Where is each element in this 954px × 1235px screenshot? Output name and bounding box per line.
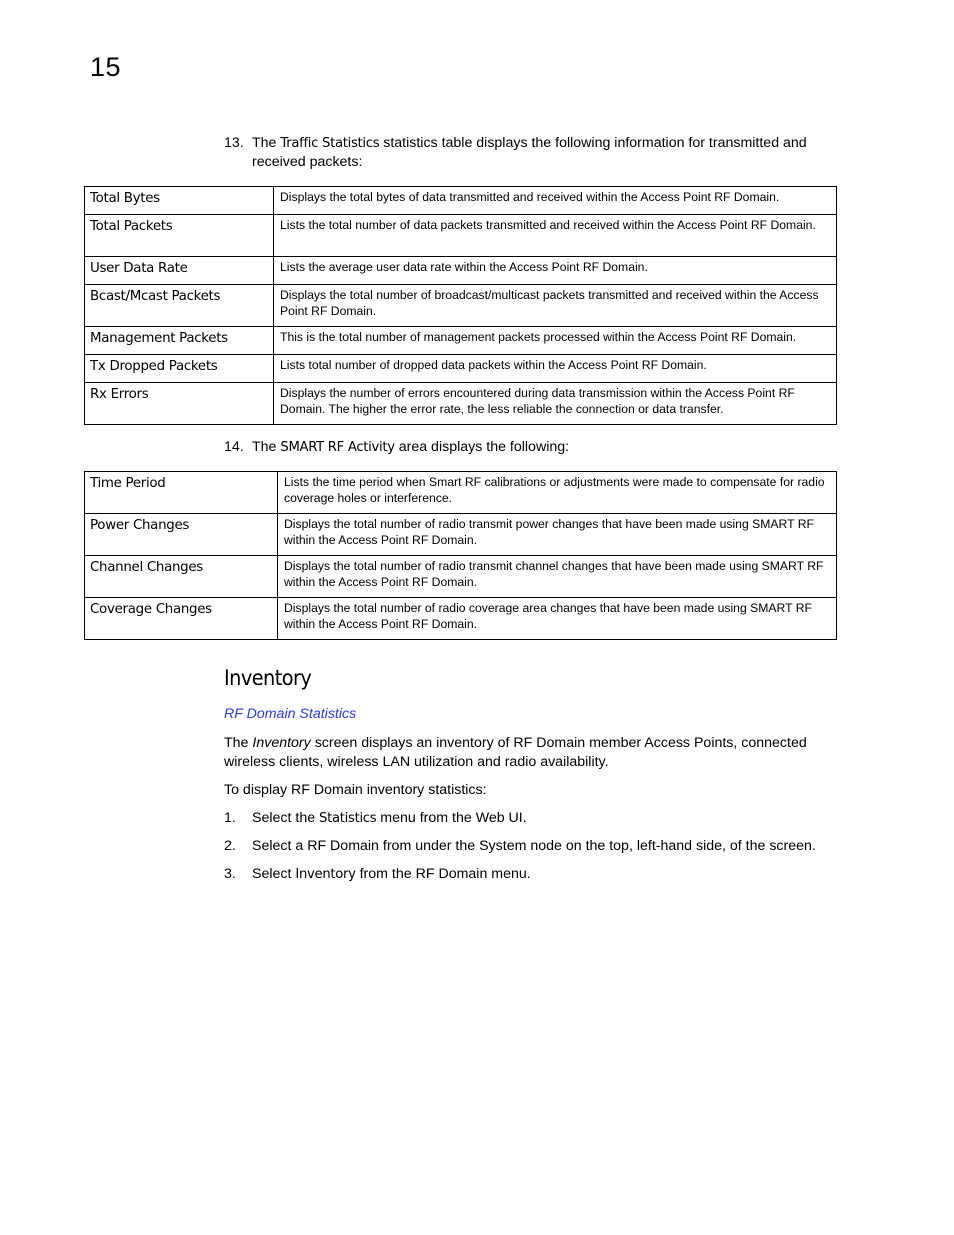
step-text-before: Select (252, 866, 296, 882)
ui-keyword: SMART RF Activity (280, 440, 395, 455)
table-term: Bcast/Mcast Packets (85, 285, 274, 327)
step-text-before: Select the (252, 810, 320, 826)
inventory-step-1 (224, 809, 844, 828)
table-term: Total Packets (85, 215, 274, 257)
step-number: 3. (224, 866, 236, 882)
inventory-step-2 (224, 837, 844, 856)
table-row (85, 327, 837, 355)
table-row (85, 187, 837, 215)
table-description: Lists the time period when Smart RF calibrations or adjustments were made to compensate for radio coverage holes or interference. (278, 472, 837, 514)
table-row (85, 598, 837, 640)
table-row (85, 215, 837, 257)
table-term: Channel Changes (85, 556, 278, 598)
step-number: 14. (224, 439, 244, 455)
table-description: Lists the average user data rate within the Access Point RF Domain. (274, 257, 837, 285)
table-description: This is the total number of management packets processed within the Access Point RF Domain. (274, 327, 837, 355)
table-term: Management Packets (85, 327, 274, 355)
table-term: Coverage Changes (85, 598, 278, 640)
step-text (252, 865, 844, 884)
step-text-after: statistics table displays the following information for transmitted and received packets: (252, 135, 807, 170)
intro-text-after: screen displays an inventory of RF Domain member Access Points, connected wireless clients, wireless LAN utilization and radio availability. (224, 735, 807, 770)
step-text (252, 134, 844, 172)
intro-italic: Inventory (252, 735, 311, 751)
step-text-before: Select a RF Domain from under the System node on the top, left-hand side, of the screen. (252, 838, 816, 854)
table-term: Tx Dropped Packets (85, 355, 274, 383)
ui-keyword: Statistics (319, 811, 377, 826)
table-description: Displays the total number of radio transmit power changes that have been made using SMART RF within the Access Point RF Domain. (278, 514, 837, 556)
table-term: User Data Rate (85, 257, 274, 285)
table-description: Displays the total number of radio transmit channel changes that have been made using SMART RF within the Access Point RF Domain. (278, 556, 837, 598)
traffic-statistics-table (84, 186, 837, 425)
table-row (85, 556, 837, 598)
step-text-after: area displays the following: (394, 439, 570, 455)
table-description: Displays the total number of broadcast/multicast packets transmitted and received within the Access Point RF Domain. (274, 285, 837, 327)
chapter-number: 15 (90, 52, 122, 82)
table-description: Lists the total number of data packets transmitted and received within the Access Point RF Domain. (274, 215, 837, 257)
inventory-step-3 (224, 865, 844, 884)
step-14 (224, 438, 844, 457)
table-term: Power Changes (85, 514, 278, 556)
step-text-before: The (252, 135, 281, 151)
table-row (85, 514, 837, 556)
lead-paragraph: To display RF Domain inventory statistics: (224, 782, 487, 798)
intro-paragraph (224, 734, 844, 772)
step-number: 13. (224, 135, 244, 151)
section-heading: Inventory (224, 666, 312, 690)
step-number: 1. (224, 810, 236, 826)
rf-domain-statistics-link[interactable]: RF Domain Statistics (224, 706, 357, 722)
ui-keyword: Inventory (295, 867, 356, 882)
table-term: Rx Errors (85, 383, 274, 425)
table-row (85, 383, 837, 425)
smart-rf-activity-table (84, 471, 837, 640)
table-row (85, 472, 837, 514)
intro-text-before: The (224, 735, 253, 751)
table-description: Displays the number of errors encountered during data transmission within the Access Point RF Domain. The higher the error rate, the less reliable the connection or data transfer. (274, 383, 837, 425)
step-text-after: menu from the Web UI. (376, 810, 527, 826)
table-row (85, 355, 837, 383)
table-term: Total Bytes (85, 187, 274, 215)
step-text (252, 837, 844, 856)
step-text (252, 438, 844, 457)
step-text (252, 809, 844, 828)
table-row (85, 257, 837, 285)
table-description: Lists total number of dropped data packets within the Access Point RF Domain. (274, 355, 837, 383)
step-text-after: from the RF Domain menu. (355, 866, 531, 882)
table-row (85, 285, 837, 327)
step-number: 2. (224, 838, 236, 854)
step-text-before: The (252, 439, 281, 455)
ui-keyword: Traffic Statistics (280, 136, 380, 151)
table-description: Displays the total bytes of data transmitted and received within the Access Point RF Domain. (274, 187, 837, 215)
step-13 (224, 134, 844, 172)
table-term: Time Period (85, 472, 278, 514)
table-description: Displays the total number of radio coverage area changes that have been made using SMART RF within the Access Point RF Domain. (278, 598, 837, 640)
